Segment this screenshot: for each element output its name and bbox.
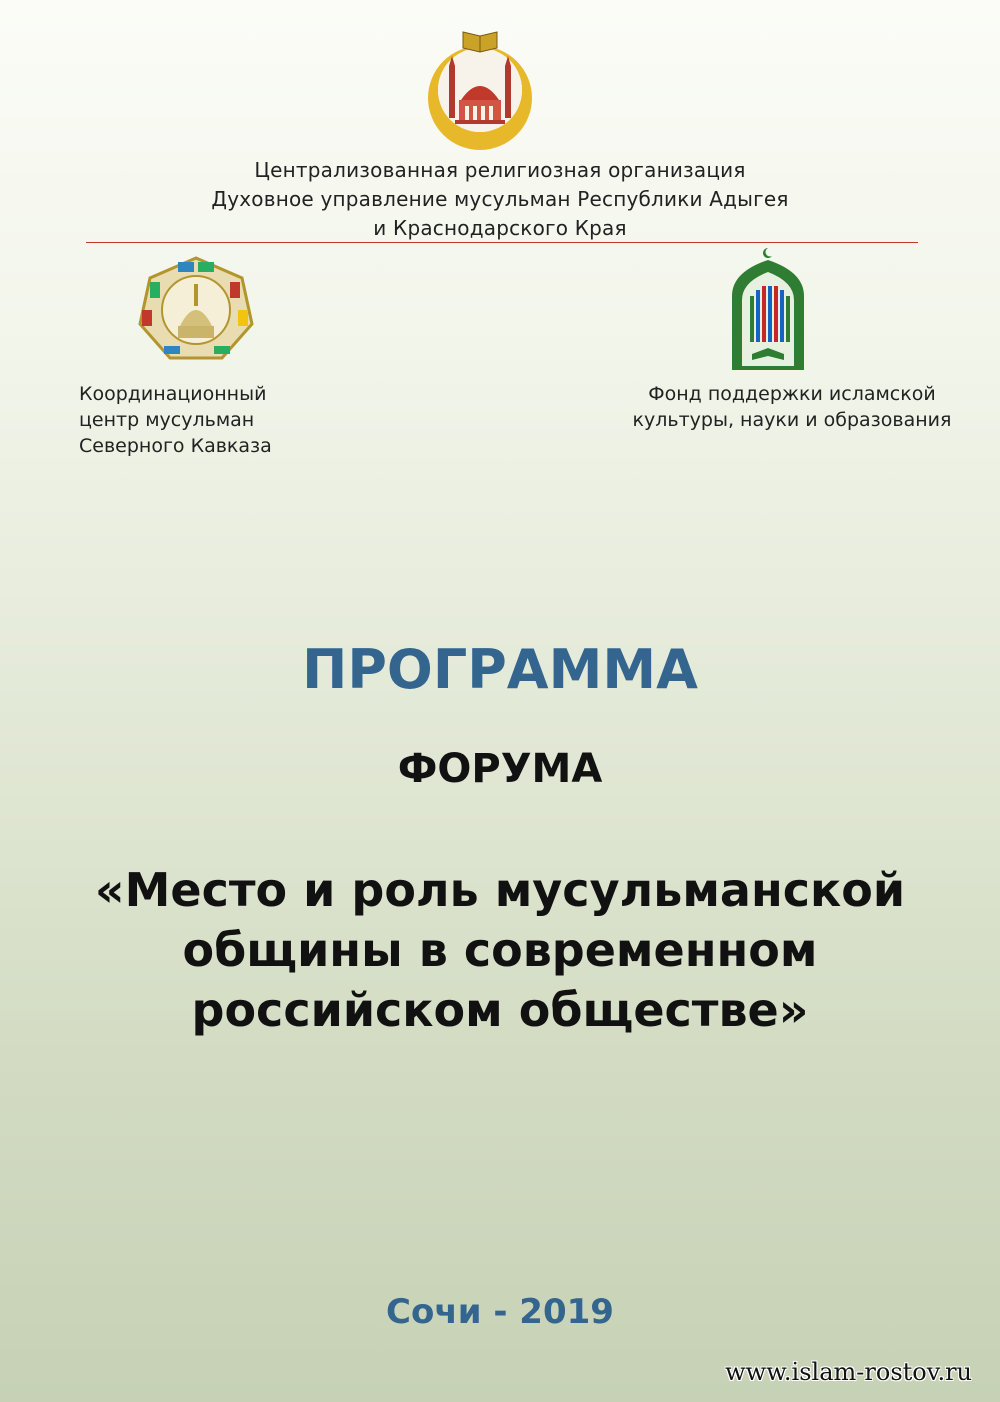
dum-emblem-logo — [425, 26, 535, 150]
city-year: Сочи - 2019 — [386, 1292, 614, 1332]
partner-left-line-1: Координационный — [79, 383, 267, 405]
org-name-line-2: Духовное управление мусульман Республики Адыгея — [211, 187, 789, 211]
forum-title — [0, 860, 1000, 1040]
watermark-url: www.islam-rostov.ru — [725, 1358, 972, 1386]
page-subtitle: ФОРУМА — [397, 746, 603, 792]
partner-right-line-2: культуры, науки и образования — [632, 409, 952, 431]
forum-title-line-3: российском обществе» — [191, 983, 809, 1037]
partner-right-line-1: Фонд поддержки исламской — [648, 383, 936, 405]
partner-left-caption — [79, 381, 272, 459]
org-name-line-1: Централизованная религиозная организация — [254, 158, 746, 182]
partner-right-caption — [620, 381, 964, 433]
kcmsk-emblem-logo — [134, 254, 258, 364]
fund-mosque-logo — [728, 244, 808, 372]
partner-left-line-2: центр мусульман — [79, 409, 255, 431]
forum-title-line-1: «Место и роль мусульманской — [94, 863, 906, 917]
page-title: ПРОГРАММА — [302, 638, 698, 701]
header-divider — [86, 242, 918, 243]
org-name-line-3: и Краснодарского Края — [373, 216, 627, 240]
partner-left-line-3: Северного Кавказа — [79, 435, 272, 457]
forum-title-line-2: общины в современном — [182, 923, 818, 977]
